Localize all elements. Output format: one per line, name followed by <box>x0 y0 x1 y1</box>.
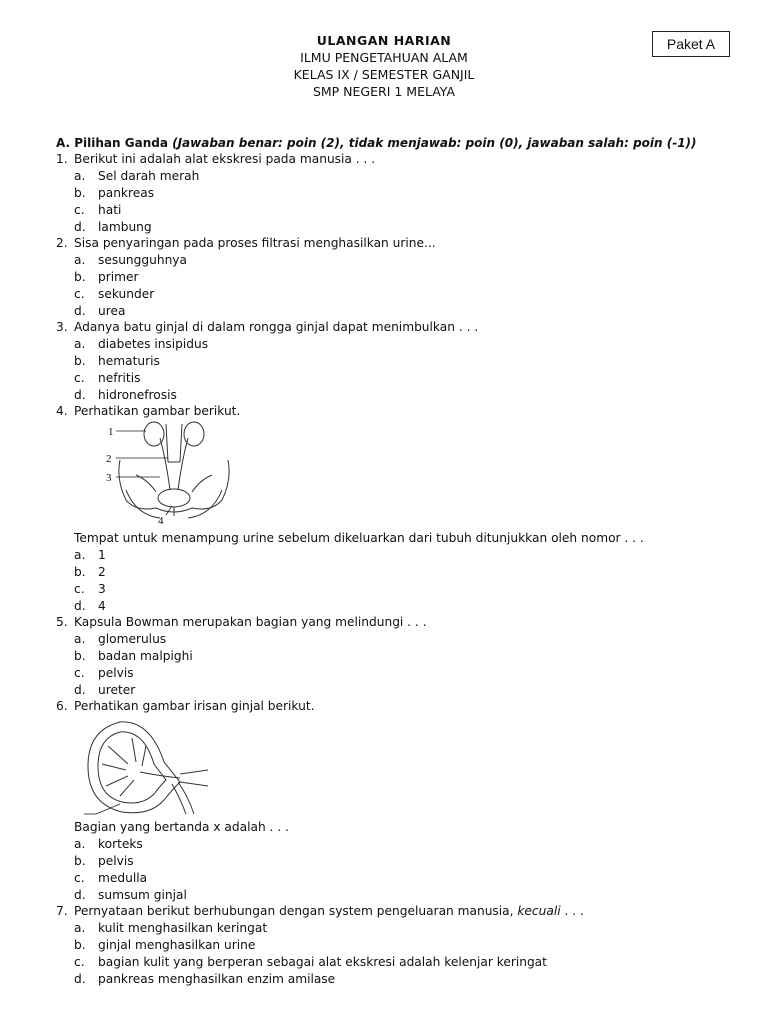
exam-header <box>0 32 768 100</box>
question-number: 7. <box>56 904 68 918</box>
option-letter: d. <box>74 888 86 902</box>
package-label: Paket A <box>652 31 730 57</box>
question-number: 2. <box>56 236 68 250</box>
option-6b <box>74 854 134 868</box>
option-text: Sel darah merah <box>98 169 200 183</box>
question-2 <box>56 236 436 250</box>
option-4d <box>74 599 106 613</box>
option-2b <box>74 270 139 284</box>
question-text-end: . . . <box>560 904 584 918</box>
option-letter: c. <box>74 582 85 596</box>
option-7d <box>74 972 335 986</box>
option-4a <box>74 548 106 562</box>
question-text: Kapsula Bowman merupakan bagian yang melindungi . . . <box>74 615 427 629</box>
exam-subject: ILMU PENGETAHUAN ALAM <box>300 50 468 65</box>
option-letter: d. <box>74 304 86 318</box>
option-7b <box>74 938 255 952</box>
option-2a <box>74 253 187 267</box>
question-text: Pernyataan berikut berhubungan dengan system pengeluaran manusia, <box>74 904 518 918</box>
option-text: hematuris <box>98 354 160 368</box>
question-4-followup: Tempat untuk menampung urine sebelum dikeluarkan dari tubuh ditunjukkan oleh nomor . . . <box>74 531 644 545</box>
option-6a <box>74 837 143 851</box>
question-number: 4. <box>56 404 68 418</box>
option-3a <box>74 337 208 351</box>
figure-label-2: 2 <box>106 453 112 465</box>
option-text: ureter <box>98 683 136 697</box>
option-text: 3 <box>98 582 106 596</box>
option-1a <box>74 169 199 183</box>
option-letter: c. <box>74 371 85 385</box>
option-5c <box>74 666 134 680</box>
option-text: sesungguhnya <box>98 253 187 267</box>
option-text: 4 <box>98 599 106 613</box>
option-4c <box>74 582 106 596</box>
question-text: Sisa penyaringan pada proses filtrasi menghasilkan urine... <box>74 236 436 250</box>
urinary-system-figure <box>96 420 246 525</box>
option-text: hidronefrosis <box>98 388 177 402</box>
exam-school: SMP NEGERI 1 MELAYA <box>312 84 456 99</box>
question-6 <box>56 699 315 713</box>
option-text: pelvis <box>98 666 134 680</box>
option-5b <box>74 649 193 663</box>
option-letter: b. <box>74 186 86 200</box>
option-3b <box>74 354 160 368</box>
option-text: urea <box>98 304 126 318</box>
option-letter: c. <box>74 203 85 217</box>
question-number: 1. <box>56 152 68 166</box>
option-text: kulit menghasilkan keringat <box>98 921 268 935</box>
figure-label-1: 1 <box>108 426 114 438</box>
option-1d <box>74 220 152 234</box>
question-1 <box>56 152 375 166</box>
option-letter: b. <box>74 565 86 579</box>
question-number: 5. <box>56 615 68 629</box>
option-letter: d. <box>74 388 86 402</box>
question-5 <box>56 615 427 629</box>
section-label: A. Pilihan Ganda <box>56 136 168 150</box>
option-text: glomerulus <box>98 632 167 646</box>
option-1b <box>74 186 154 200</box>
option-text: lambung <box>98 220 152 234</box>
option-letter: b. <box>74 938 86 952</box>
question-text-emphasis: kecuali <box>517 904 561 918</box>
option-5a <box>74 632 166 646</box>
option-text: diabetes insipidus <box>98 337 209 351</box>
option-letter: c. <box>74 287 85 301</box>
option-letter: a. <box>74 169 86 183</box>
option-text: badan malpighi <box>98 649 193 663</box>
option-letter: c. <box>74 666 85 680</box>
question-number: 6. <box>56 699 68 713</box>
option-6c <box>74 871 147 885</box>
option-letter: b. <box>74 649 86 663</box>
option-6d <box>74 888 187 902</box>
option-letter: d. <box>74 220 86 234</box>
option-letter: d. <box>74 972 86 986</box>
option-text: pankreas <box>98 186 155 200</box>
option-2c <box>74 287 154 301</box>
option-letter: d. <box>74 599 86 613</box>
option-text: sumsum ginjal <box>98 888 187 902</box>
question-6-followup: Bagian yang bertanda x adalah . . . <box>74 820 289 834</box>
option-text: ginjal menghasilkan urine <box>98 938 256 952</box>
option-text: pankreas menghasilkan enzim amilase <box>98 972 336 986</box>
option-text: korteks <box>98 837 143 851</box>
option-text: primer <box>98 270 139 284</box>
option-text: pelvis <box>98 854 134 868</box>
question-text: Berikut ini adalah alat ekskresi pada manusia . . . <box>74 152 376 166</box>
option-letter: a. <box>74 337 86 351</box>
option-text: hati <box>98 203 122 217</box>
option-text: 2 <box>98 565 106 579</box>
exam-class: KELAS IX / SEMESTER GANJIL <box>293 67 475 82</box>
option-text: nefritis <box>98 371 141 385</box>
question-text: Perhatikan gambar berikut. <box>74 404 241 418</box>
section-scoring: (Jawaban benar: poin (2), tidak menjawab: poin (0), jawaban salah: poin (-1)) <box>172 136 697 150</box>
option-letter: a. <box>74 253 86 267</box>
figure-label-3: 3 <box>106 472 112 484</box>
question-4 <box>56 404 240 418</box>
option-letter: a. <box>74 837 86 851</box>
exam-title: ULANGAN HARIAN <box>316 33 452 48</box>
option-letter: a. <box>74 548 86 562</box>
option-1c <box>74 203 121 217</box>
option-7a <box>74 921 267 935</box>
question-7 <box>56 904 584 918</box>
option-letter: d. <box>74 683 86 697</box>
option-letter: a. <box>74 921 86 935</box>
option-text: 1 <box>98 548 106 562</box>
option-text: bagian kulit yang berperan sebagai alat ekskresi adalah kelenjar keringat <box>98 955 547 969</box>
option-7c <box>74 955 547 969</box>
option-letter: b. <box>74 354 86 368</box>
section-heading <box>56 136 697 150</box>
kidney-section-figure <box>80 716 220 818</box>
option-letter: b. <box>74 270 86 284</box>
option-3c <box>74 371 140 385</box>
question-3 <box>56 320 478 334</box>
option-letter: c. <box>74 871 85 885</box>
option-5d <box>74 683 135 697</box>
question-text: Perhatikan gambar irisan ginjal berikut. <box>74 699 315 713</box>
figure-label-4: 4 <box>158 515 164 525</box>
question-text: Adanya batu ginjal di dalam rongga ginjal dapat menimbulkan . . . <box>74 320 479 334</box>
option-letter: a. <box>74 632 86 646</box>
question-number: 3. <box>56 320 68 334</box>
option-letter: c. <box>74 955 85 969</box>
option-2d <box>74 304 125 318</box>
option-text: medulla <box>98 871 148 885</box>
option-letter: b. <box>74 854 86 868</box>
option-4b <box>74 565 106 579</box>
option-3d <box>74 388 177 402</box>
option-text: sekunder <box>98 287 155 301</box>
